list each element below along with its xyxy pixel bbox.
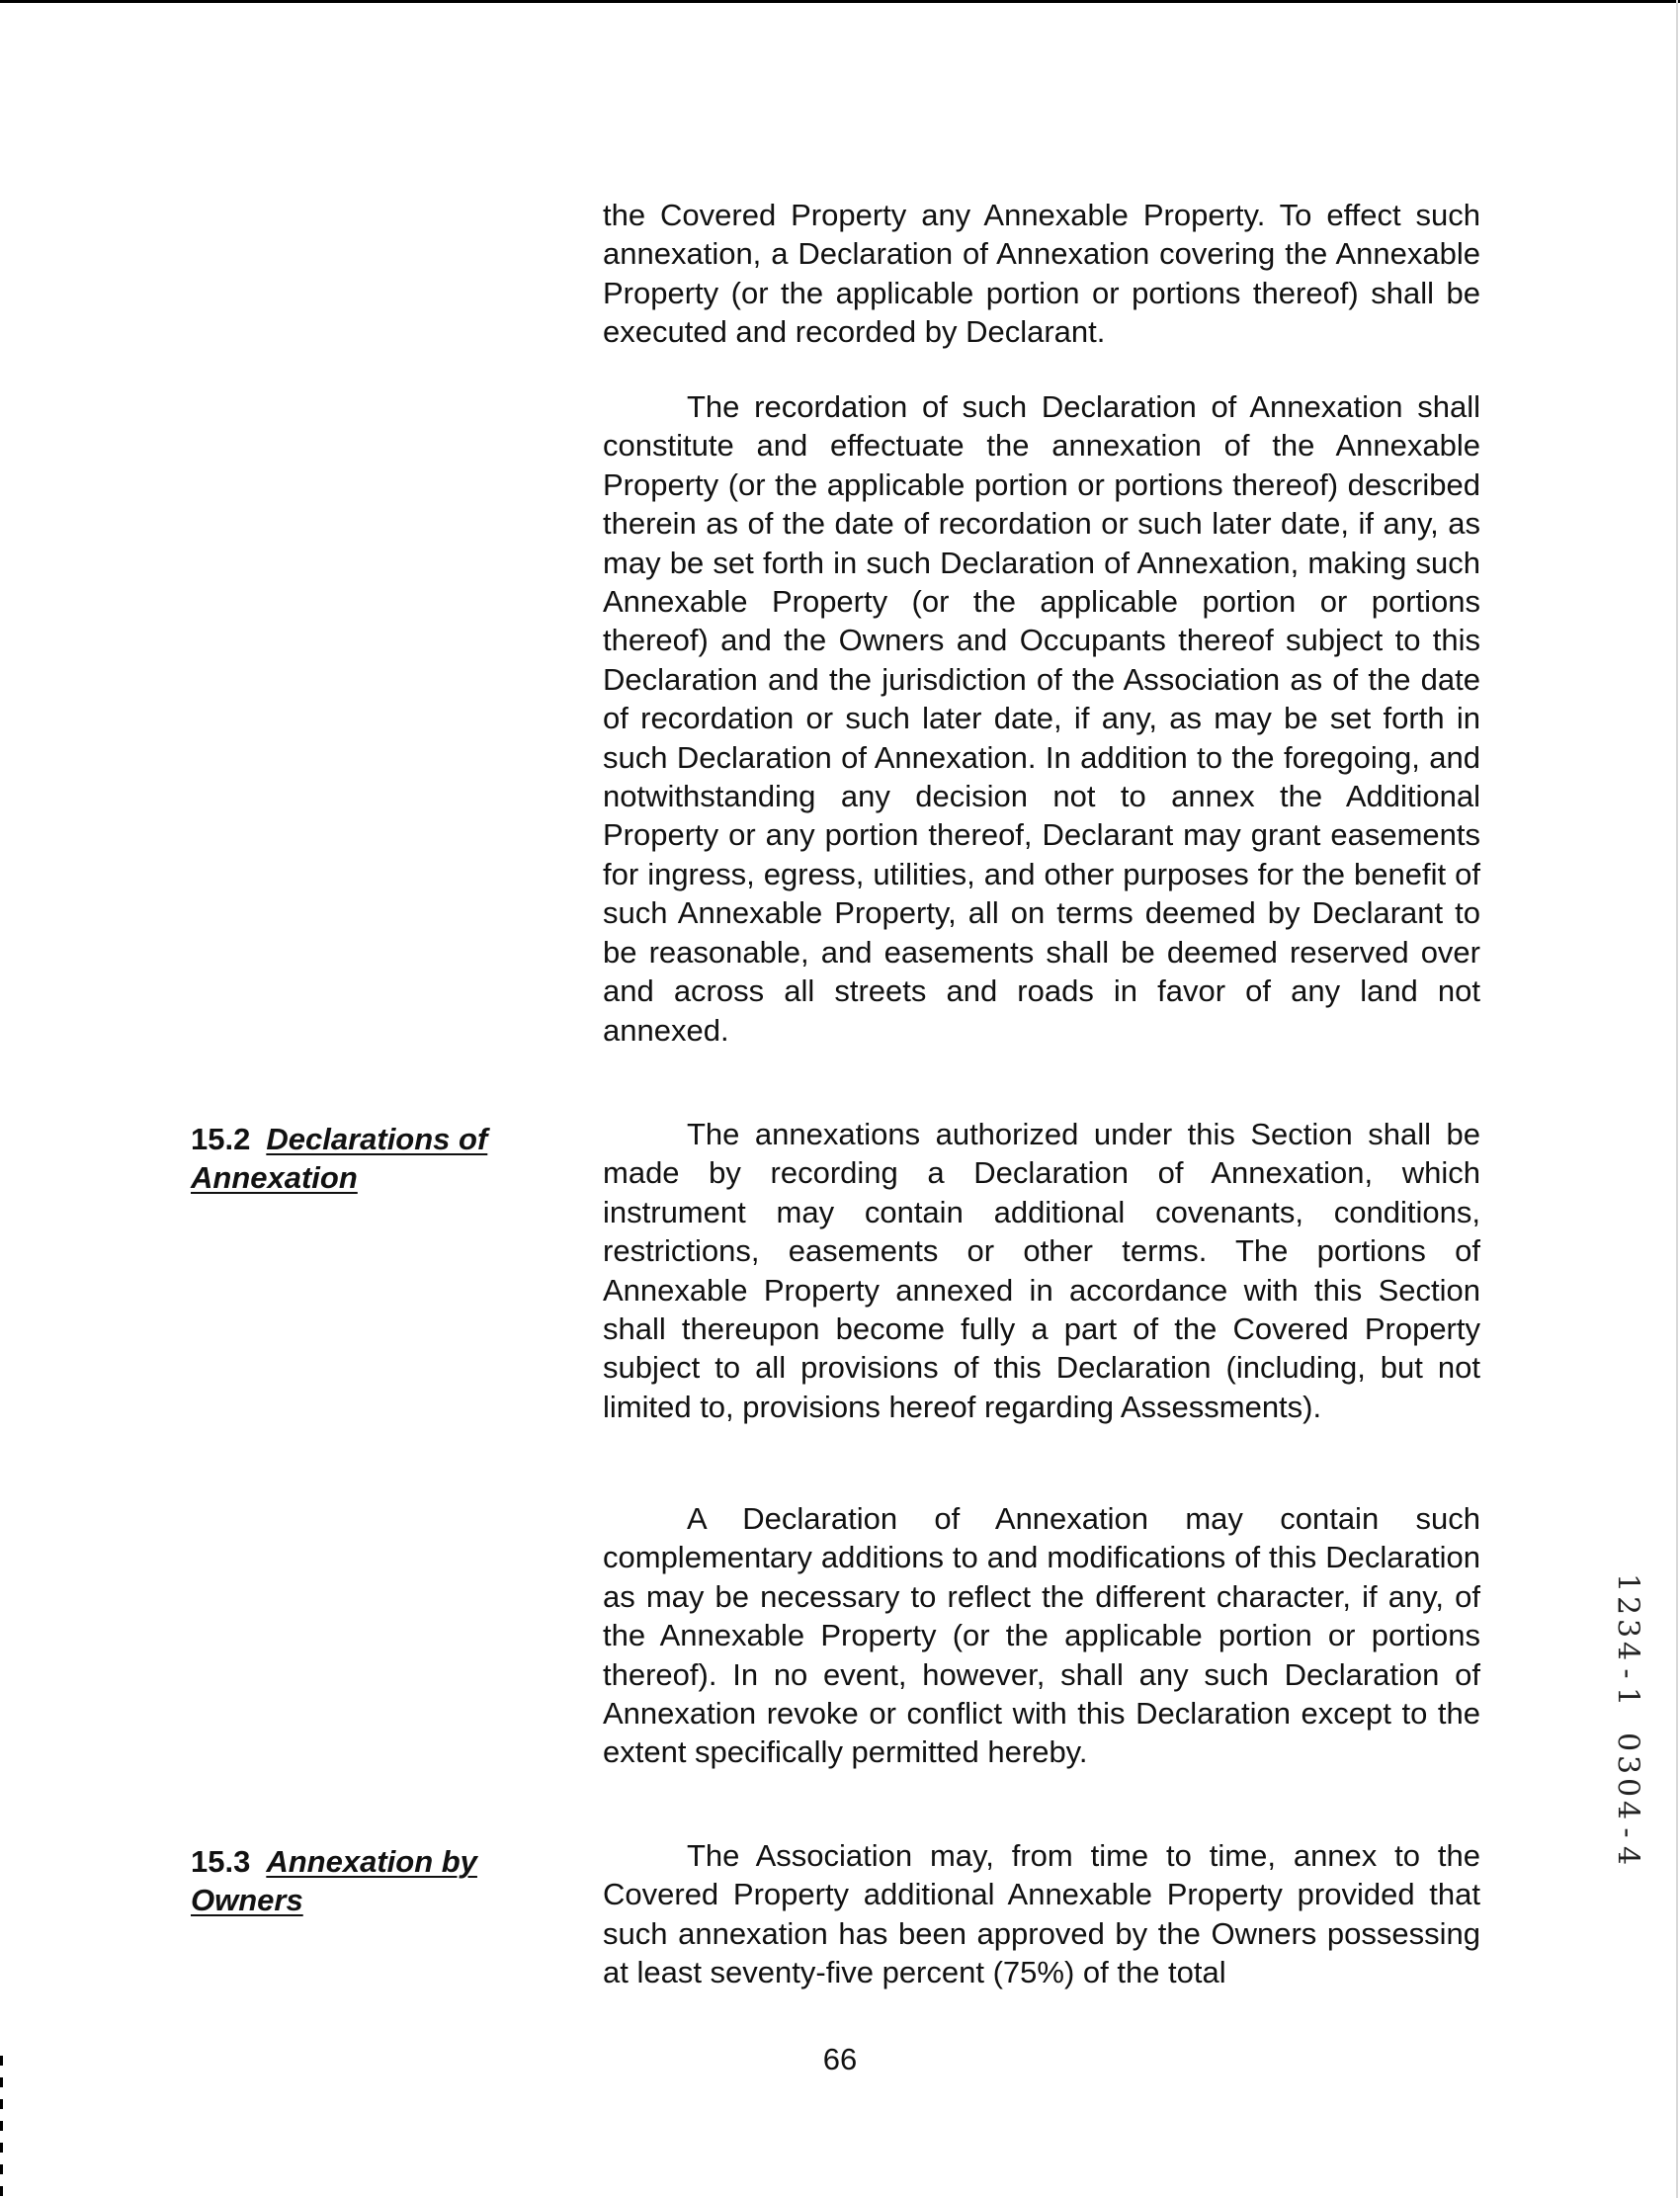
recording-number-char: 0 bbox=[1610, 1732, 1645, 1752]
paragraph-recordation: The recordation of such Declaration of Annexation shall constitute and effectuate the annexation of the Annexable Property (or the applicable portion or portions thereof) described therein as of the date of recordation or such later date, if any, as may be set forth in such Declaration of Annexation, making such Annexable Property (or the applicable portion or portions thereof) and the Owners and Occupants thereof subject to this Declaration and the jurisdiction of the Association as of the date of recordation or such later date, if any, as may be set forth in such Declaration of Annexation. In addition to the foregoing, and notwithstanding any decision not to annex the Additional Property or any portion thereof, Declarant may grant easements for ingress, egress, utilities, and other purposes for the benefit of such Annexable Property, all on terms deemed by Declarant to be reasonable, and easements shall be deemed reserved over and across all streets and roads in favor of any land not annexed. bbox=[603, 389, 1480, 1048]
page-number: 66 bbox=[822, 2042, 858, 2076]
recording-number-char: 2 bbox=[1610, 1595, 1645, 1616]
section-title-line1: Declarations of bbox=[266, 1122, 488, 1156]
section-heading-15-2 bbox=[191, 1120, 586, 1198]
right-scan-edge bbox=[1676, 0, 1678, 2198]
recording-number-char: 0 bbox=[1610, 1777, 1645, 1798]
section-heading-15-3 bbox=[191, 1842, 586, 1920]
section-number: 15.2 bbox=[191, 1122, 251, 1156]
paragraph-annexations-authorized: The annexations authorized under this Section shall be made by recording a Declaration of Annexation, which instrument may contain additional covenants, conditions, restrictions, easements or other terms. The portions of Annexable Property annexed in accordance with this Section shall thereupon become fully a part of the Covered Property subject to all provisions of this Declaration (including, but not limited to, provisions hereof regarding Assessments). bbox=[603, 1117, 1480, 1424]
recording-number-char: - bbox=[1610, 1668, 1645, 1679]
paragraph-annexation-continuation: the Covered Property any Annexable Property. To effect such annexation, a Declaration of Annexation covering the Annexable Property (or the applicable portion or portions thereof) shall be executed and recorded by Declarant. bbox=[603, 198, 1480, 350]
paragraph-complementary-additions: A Declaration of Annexation may contain such complementary additions to and modifications of this Declaration as may be necessary to reflect the different character, if any, of the Annexable Property (or the applicable portion or portions thereof). In no event, however, shall any such Declaration of Annexation revoke or conflict with this Declaration except to the extent specifically permitted hereby. bbox=[603, 1501, 1480, 1770]
recording-number-char: 4 bbox=[1610, 1641, 1645, 1661]
paragraph-association-annexation: The Association may, from time to time, annex to the Covered Property additional Annexable Property provided that such annexation has been approved by the Owners possessing at least seventy-five percent (75%) of the total bbox=[603, 1838, 1480, 1990]
section-title-line2: Annexation bbox=[191, 1160, 358, 1196]
recording-number-char: 3 bbox=[1610, 1754, 1645, 1775]
recording-number-char: 1 bbox=[1610, 1686, 1645, 1707]
recording-number-char: 1 bbox=[1610, 1572, 1645, 1593]
section-title-line2: Owners bbox=[191, 1883, 303, 1918]
section-title-line1: Annexation by bbox=[266, 1844, 477, 1879]
recording-number-char: 4 bbox=[1610, 1845, 1645, 1866]
recording-number-char: 4 bbox=[1610, 1800, 1645, 1820]
recording-number-char: - bbox=[1610, 1827, 1645, 1838]
recording-number-stamp bbox=[1610, 1571, 1652, 1867]
top-border-line bbox=[0, 0, 1680, 3]
left-scan-marks bbox=[0, 2056, 3, 2198]
section-number: 15.3 bbox=[191, 1844, 251, 1879]
recording-number-char: 3 bbox=[1610, 1618, 1645, 1639]
